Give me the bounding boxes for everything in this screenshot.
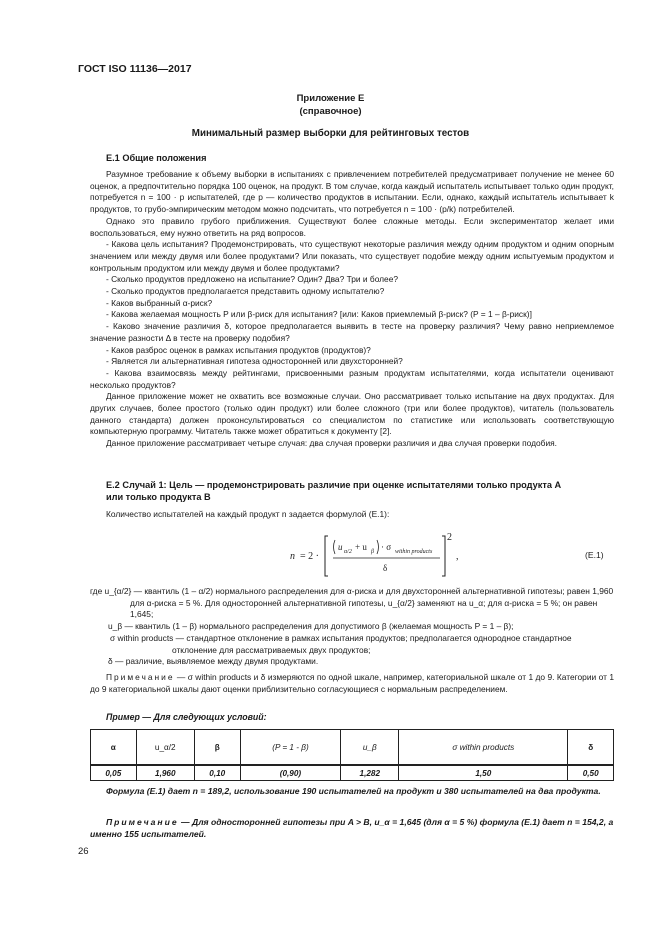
table-cell: 1,960: [136, 765, 194, 781]
svg-text:n: n: [290, 551, 295, 562]
list-item: - Какова цель испытания? Продемонстрировать, что существуют некоторые различия между одним продуктом и одним опорным значением или между двумя или более продуктами? Или показать, что существует подобие между одним испытуемым продуктом и контрольным продуктом или между двумя и более продуктами?: [90, 239, 614, 273]
list-item: - Каков выбранный α-риск?: [106, 297, 213, 308]
paragraph: Разумное требование к объему выборки в испытаниях с привлечением потребителей предусматривает получение не менее 60 оценок, а предпочтительно порядка 100 оценок, на продукт. В том случае, когда каждый испытатель испытывает только один продукт, потребуется n = 100 · p испытателей, где p — количество продуктов в испытании. Если, однако, каждый испытатель испытывает k продуктов, то грубо-эмпирическим методом можно подсчитать, что потребуется n = 100 · (p/k) потребителей.: [90, 169, 614, 215]
formula-definitions: [90, 586, 614, 668]
table-header-row: [91, 730, 614, 766]
example-heading-text: Пример — Для следующих условий:: [106, 712, 267, 722]
table-cell: 0,10: [194, 765, 240, 781]
example-heading: [106, 712, 267, 722]
note-text: — σ within products и δ измеряются по одной шкале, например, категориальной шкале от 1 до 9. Категории от 1 до 9 категориальной шкалы дают оценки приблизительно согласующиеся с нормальным распределением.: [90, 672, 614, 694]
list-item: - Сколько продуктов предложено на испытание? Один? Два? Три и более?: [106, 274, 399, 285]
formula-graphic: [0, 532, 661, 582]
table-header-cell: β: [194, 730, 240, 766]
list-item: - Каков разброс оценок в рамках испытания продуктов (продуктов)?: [106, 344, 371, 355]
table-cell: 0,05: [91, 765, 137, 781]
definition-u-alpha: где u_{α/2} — квантиль (1 – α/2) нормального распределения для α-риска и для двухсторонней альтернативной гипотезы; равен 1,960 для α-риска = 5 %. Для односторонней альтернативной гипотезы, u_{α/2} заменяют на u_α; для α-риска = 5 %; он равен 1,645;: [90, 586, 614, 620]
intro-text: Количество испытателей на каждый продукт n задается формулой (Е.1):: [106, 509, 390, 519]
table-cell: 0,50: [568, 765, 614, 781]
svg-text:within products: within products: [395, 549, 433, 555]
section-heading-e1: Е.1 Общие положения: [106, 153, 207, 163]
svg-text:u: u: [338, 542, 343, 552]
paragraph: Данное приложение может не охватить все возможные случаи. Оно рассматривает только испытание на двух продуктах. Для других случаев, более простого (только один продукт) или более сложного (три или более продуктов), читатель (пользователь данного стандарта) должен проконсультироваться со специалистом по статистике или использовать соответствующую компьютерную программу. Читатель также может обратиться к документу [2].: [90, 391, 614, 437]
definition-delta: δ — различие, выявляемое между двумя продуктами.: [108, 656, 319, 667]
example-table: [90, 729, 614, 781]
svg-text:· σ: · σ: [381, 542, 392, 552]
definition-sigma: σ within products — стандартное отклонение в рамках испытания продуктов; предполагается однородное стандартное отклонение для рассматриваемых двух продуктов;: [110, 632, 572, 655]
table-row: [91, 765, 614, 781]
svg-text:= 2 ·: = 2 ·: [300, 551, 319, 562]
table-cell: 1,282: [341, 765, 399, 781]
note-2-text: — Для односторонней гипотезы при A > B, u_α = 1,645 (для α = 5 %) формула (Е.1) дает n = 154,2, а именно 155 испытателей.: [90, 817, 614, 839]
table-cell: 1,50: [399, 765, 568, 781]
definition-u-beta: u_β — квантиль (1 – β) нормального распределения для допустимого β (желаемая мощность P = 1 – β);: [108, 621, 514, 632]
list-item: - Сколько продуктов предполагается представить одному испытателю?: [106, 286, 385, 297]
svg-text:α/2: α/2: [344, 549, 352, 555]
svg-text:,: ,: [456, 551, 459, 562]
conclusion-text: Формула (Е.1) дает n = 189,2, использование 190 испытателей на продукт и 380 испытателей на два продукта.: [106, 786, 601, 796]
svg-text:2: 2: [447, 532, 452, 543]
formula-number: (Е.1): [585, 550, 604, 560]
list-item: - Является ли альтернативная гипотеза односторонней или двухсторонней?: [106, 356, 403, 367]
standard-header: ГОСТ ISO 11136—2017: [78, 63, 192, 75]
formula-e1: [0, 532, 661, 582]
table-header-cell: (P = 1 - β): [240, 730, 341, 766]
svg-text:+ u: + u: [355, 542, 367, 552]
appendix-title: Приложение Е: [296, 93, 365, 104]
table-header-cell: α: [91, 730, 137, 766]
note-2-label: Примечание: [106, 817, 179, 827]
list-item: - Какова взаимосвязь между рейтингами, присвоенными разным продуктам испытателями, когда испытатели оценивают несколько продуктов?: [90, 367, 614, 390]
note-2: [90, 817, 614, 840]
list-item: - Какова желаемая мощность P или β-риск для испытания? [или: Каков приемлемый β-риск? (P = 1 – β-риск)]: [106, 309, 532, 320]
list-item: - Каково значение различия δ, которое предполагается выявить в тесте на проверку различия? Чему равно неприемлемое значение разности Δ в тесте на проверку подобия?: [90, 321, 614, 343]
table-header-cell: δ: [568, 730, 614, 766]
section-e1-body: [90, 169, 614, 450]
svg-text:δ: δ: [383, 563, 388, 573]
note-1: [90, 672, 614, 695]
table-header-cell: u_β: [341, 730, 399, 766]
table-cell: (0,90): [240, 765, 341, 781]
note-label: Примечание: [106, 672, 175, 682]
paragraph: Данное приложение рассматривает четыре случая: два случая проверки различия и два случая проверки подобия.: [106, 438, 557, 449]
page-title: Минимальный размер выборки для рейтинговых тестов: [191, 128, 470, 139]
section-heading-e2: Е.2 Случай 1: Цель — продемонстрировать различие при оценке испытателями только продукта А: [106, 480, 562, 490]
paragraph: Однако это правило грубого приближения. Существуют более сложные методы. Если экспериментатор желает ими воспользоваться, ему нужно ответить на ряд вопросов.: [90, 215, 614, 238]
svg-text:β: β: [371, 549, 374, 555]
table-header-cell: u_α/2: [136, 730, 194, 766]
appendix-subtitle: (справочное): [299, 106, 362, 117]
section-heading-e2-cont: или только продукта В: [106, 492, 211, 502]
table-header-cell: σ within products: [399, 730, 568, 766]
formula-intro: [90, 509, 614, 521]
page-number: 26: [78, 846, 89, 857]
